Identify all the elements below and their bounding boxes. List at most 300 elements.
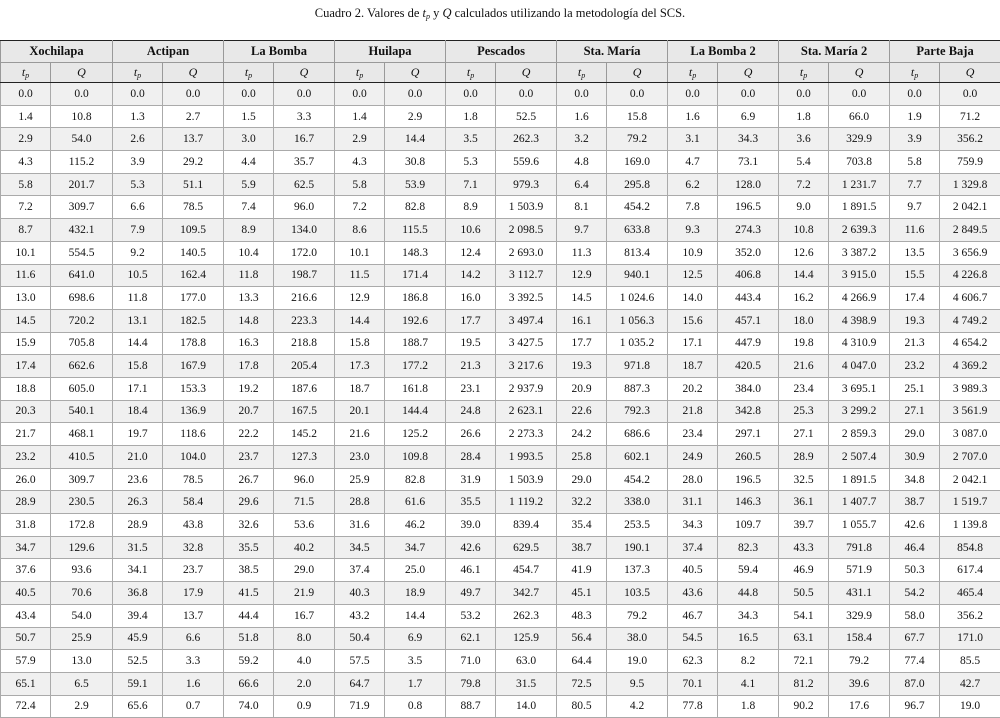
table-row <box>1 582 1000 605</box>
tp-cell: 30.9 <box>890 446 940 469</box>
tp-cell: 8.1 <box>557 196 607 219</box>
q-cell: 1 119.2 <box>496 491 557 514</box>
tp-cell: 32.6 <box>224 514 274 537</box>
q-cell: 454.7 <box>496 559 557 582</box>
tp-cell: 1.8 <box>446 105 496 128</box>
tp-cell: 11.6 <box>890 219 940 242</box>
tp-cell: 16.2 <box>779 287 829 310</box>
q-cell: 190.1 <box>607 536 668 559</box>
tp-cell: 35.4 <box>557 514 607 537</box>
tp-cell: 1.4 <box>335 105 385 128</box>
tp-cell: 36.8 <box>113 582 163 605</box>
q-cell: 167.5 <box>274 400 335 423</box>
q-cell: 1 035.2 <box>607 332 668 355</box>
q-cell: 1 503.9 <box>496 468 557 491</box>
tp-cell: 23.4 <box>779 377 829 400</box>
tp-cell: 43.6 <box>668 582 718 605</box>
tp-cell: 17.1 <box>113 377 163 400</box>
q-cell: 1 055.7 <box>829 514 890 537</box>
table-row <box>1 672 1000 695</box>
tp-cell: 21.0 <box>113 446 163 469</box>
station-header-row <box>1 41 1000 63</box>
tp-cell: 40.5 <box>1 582 51 605</box>
q-cell: 2 693.0 <box>496 241 557 264</box>
tp-cell: 28.4 <box>446 446 496 469</box>
q-cell: 58.4 <box>163 491 224 514</box>
q-cell: 0.9 <box>274 695 335 718</box>
tp-cell: 16.1 <box>557 309 607 332</box>
q-cell: 792.3 <box>607 400 668 423</box>
q-cell: 2.9 <box>51 695 113 718</box>
table-row <box>1 287 1000 310</box>
tp-cell: 10.1 <box>1 241 51 264</box>
tp-cell: 16.0 <box>446 287 496 310</box>
q-cell: 3 561.9 <box>940 400 1000 423</box>
tp-label: t <box>578 65 581 79</box>
q-cell: 70.6 <box>51 582 113 605</box>
station-header: Xochilapa <box>1 41 113 63</box>
q-cell: 21.9 <box>274 582 335 605</box>
q-cell: 153.3 <box>163 377 224 400</box>
q-cell: 1 056.3 <box>607 309 668 332</box>
tp-cell: 12.4 <box>446 241 496 264</box>
q-cell: 145.2 <box>274 423 335 446</box>
tp-cell: 1.3 <box>113 105 163 128</box>
tp-cell: 22.6 <box>557 400 607 423</box>
tp-cell: 7.7 <box>890 173 940 196</box>
q-cell: 629.5 <box>496 536 557 559</box>
tp-cell: 62.3 <box>668 650 718 673</box>
q-column-header: Q <box>829 63 890 83</box>
q-cell: 1 024.6 <box>607 287 668 310</box>
q-cell: 2 639.3 <box>829 219 890 242</box>
q-cell: 34.3 <box>718 128 779 151</box>
q-cell: 297.1 <box>718 423 779 446</box>
q-cell: 813.4 <box>607 241 668 264</box>
q-cell: 128.0 <box>718 173 779 196</box>
q-cell: 13.0 <box>51 650 113 673</box>
tp-cell: 7.4 <box>224 196 274 219</box>
q-cell: 1 891.5 <box>829 196 890 219</box>
q-cell: 1.8 <box>718 695 779 718</box>
q-cell: 14.4 <box>385 604 446 627</box>
tp-cell: 38.7 <box>557 536 607 559</box>
tp-cell: 5.3 <box>113 173 163 196</box>
tp-cell: 39.7 <box>779 514 829 537</box>
q-cell: 96.0 <box>274 468 335 491</box>
q-cell: 4 266.9 <box>829 287 890 310</box>
q-cell: 205.4 <box>274 355 335 378</box>
tp-cell: 4.8 <box>557 151 607 174</box>
q-cell: 887.3 <box>607 377 668 400</box>
tp-label-sub: p <box>692 71 696 80</box>
tp-label-sub: p <box>581 71 585 80</box>
q-cell: 118.6 <box>163 423 224 446</box>
tp-cell: 15.8 <box>113 355 163 378</box>
tp-cell: 14.0 <box>668 287 718 310</box>
tp-cell: 12.9 <box>557 264 607 287</box>
q-cell: 1 993.5 <box>496 446 557 469</box>
q-cell: 4.2 <box>607 695 668 718</box>
table-row <box>1 514 1000 537</box>
tp-cell: 6.6 <box>113 196 163 219</box>
tp-cell: 37.4 <box>335 559 385 582</box>
table-row <box>1 309 1000 332</box>
q-cell: 3 427.5 <box>496 332 557 355</box>
q-cell: 854.8 <box>940 536 1000 559</box>
q-cell: 104.0 <box>163 446 224 469</box>
tp-cell: 19.2 <box>224 377 274 400</box>
q-cell: 79.2 <box>607 604 668 627</box>
q-cell: 356.2 <box>940 128 1000 151</box>
table-row <box>1 151 1000 174</box>
tp-label-sub: p <box>25 71 29 80</box>
q-cell: 698.6 <box>51 287 113 310</box>
tp-cell: 11.3 <box>557 241 607 264</box>
tp-cell: 14.5 <box>1 309 51 332</box>
tp-cell: 14.5 <box>557 287 607 310</box>
tp-cell: 42.6 <box>446 536 496 559</box>
tp-cell: 23.0 <box>335 446 385 469</box>
q-cell: 3 217.6 <box>496 355 557 378</box>
tp-cell: 20.9 <box>557 377 607 400</box>
q-cell: 73.1 <box>718 151 779 174</box>
q-cell: 2 273.3 <box>496 423 557 446</box>
tp-column-header <box>113 63 163 83</box>
q-cell: 2.9 <box>385 105 446 128</box>
q-cell: 1 231.7 <box>829 173 890 196</box>
q-cell: 134.0 <box>274 219 335 242</box>
tp-cell: 21.6 <box>779 355 829 378</box>
tp-cell: 42.6 <box>890 514 940 537</box>
q-cell: 125.2 <box>385 423 446 446</box>
q-cell: 662.6 <box>51 355 113 378</box>
table-caption <box>0 0 1000 26</box>
tp-cell: 6.2 <box>668 173 718 196</box>
q-cell: 3 695.1 <box>829 377 890 400</box>
q-cell: 3.3 <box>274 105 335 128</box>
tp-cell: 40.5 <box>668 559 718 582</box>
q-cell: 137.3 <box>607 559 668 582</box>
q-cell: 167.9 <box>163 355 224 378</box>
q-cell: 54.0 <box>51 604 113 627</box>
station-header: Huilapa <box>335 41 446 63</box>
q-cell: 17.6 <box>829 695 890 718</box>
tp-cell: 2.6 <box>113 128 163 151</box>
q-cell: 32.8 <box>163 536 224 559</box>
tp-cell: 14.4 <box>335 309 385 332</box>
tp-cell: 28.9 <box>779 446 829 469</box>
tp-label: t <box>245 65 248 79</box>
table-row <box>1 468 1000 491</box>
q-cell: 406.8 <box>718 264 779 287</box>
q-cell: 0.8 <box>385 695 446 718</box>
q-cell: 1 407.7 <box>829 491 890 514</box>
q-cell: 71.5 <box>274 491 335 514</box>
tp-cell: 0.0 <box>557 83 607 106</box>
tp-cell: 34.1 <box>113 559 163 582</box>
q-cell: 2 937.9 <box>496 377 557 400</box>
tp-label-sub: p <box>248 71 252 80</box>
q-cell: 162.4 <box>163 264 224 287</box>
tp-cell: 32.5 <box>779 468 829 491</box>
tp-cell: 3.5 <box>446 128 496 151</box>
q-cell: 3.3 <box>163 650 224 673</box>
tp-cell: 23.6 <box>113 468 163 491</box>
q-cell: 540.1 <box>51 400 113 423</box>
q-cell: 1 139.8 <box>940 514 1000 537</box>
tp-cell: 3.6 <box>779 128 829 151</box>
tp-cell: 10.5 <box>113 264 163 287</box>
tp-column-header <box>446 63 496 83</box>
q-cell: 127.3 <box>274 446 335 469</box>
q-cell: 4 310.9 <box>829 332 890 355</box>
station-header: La Bomba <box>224 41 335 63</box>
tp-cell: 2.9 <box>335 128 385 151</box>
q-cell: 96.0 <box>274 196 335 219</box>
tp-column-header <box>779 63 829 83</box>
tp-cell: 43.2 <box>335 604 385 627</box>
tp-cell: 0.0 <box>446 83 496 106</box>
tp-cell: 17.1 <box>668 332 718 355</box>
q-cell: 465.4 <box>940 582 1000 605</box>
q-cell: 3 087.0 <box>940 423 1000 446</box>
q-cell: 686.6 <box>607 423 668 446</box>
tp-cell: 3.2 <box>557 128 607 151</box>
q-column-header: Q <box>163 63 224 83</box>
tp-cell: 54.1 <box>779 604 829 627</box>
q-cell: 31.5 <box>496 672 557 695</box>
tp-cell: 26.6 <box>446 423 496 446</box>
q-cell: 59.4 <box>718 559 779 582</box>
q-cell: 705.8 <box>51 332 113 355</box>
q-cell: 720.2 <box>51 309 113 332</box>
q-cell: 169.0 <box>607 151 668 174</box>
tp-cell: 10.1 <box>335 241 385 264</box>
q-cell: 641.0 <box>51 264 113 287</box>
tp-cell: 26.0 <box>1 468 51 491</box>
tp-cell: 74.0 <box>224 695 274 718</box>
tp-cell: 70.1 <box>668 672 718 695</box>
tp-cell: 51.8 <box>224 627 274 650</box>
tp-cell: 8.9 <box>446 196 496 219</box>
tp-cell: 28.8 <box>335 491 385 514</box>
q-cell: 554.5 <box>51 241 113 264</box>
tp-cell: 1.5 <box>224 105 274 128</box>
tp-cell: 56.4 <box>557 627 607 650</box>
q-cell: 196.5 <box>718 468 779 491</box>
table-row <box>1 627 1000 650</box>
tp-cell: 23.2 <box>890 355 940 378</box>
tp-cell: 9.3 <box>668 219 718 242</box>
tp-cell: 11.8 <box>224 264 274 287</box>
tp-cell: 14.8 <box>224 309 274 332</box>
q-cell: 216.6 <box>274 287 335 310</box>
tp-cell: 31.1 <box>668 491 718 514</box>
tp-cell: 46.7 <box>668 604 718 627</box>
tp-cell: 65.6 <box>113 695 163 718</box>
table-row <box>1 559 1000 582</box>
q-cell: 29.2 <box>163 151 224 174</box>
q-cell: 454.2 <box>607 196 668 219</box>
q-cell: 171.4 <box>385 264 446 287</box>
tp-cell: 46.1 <box>446 559 496 582</box>
q-cell: 10.8 <box>51 105 113 128</box>
q-cell: 172.0 <box>274 241 335 264</box>
tp-cell: 3.9 <box>890 128 940 151</box>
tp-cell: 50.7 <box>1 627 51 650</box>
tp-label-sub: p <box>803 71 807 80</box>
tp-cell: 7.2 <box>335 196 385 219</box>
q-cell: 82.3 <box>718 536 779 559</box>
tp-cell: 0.0 <box>668 83 718 106</box>
q-cell: 0.7 <box>163 695 224 718</box>
tp-cell: 27.1 <box>890 400 940 423</box>
tp-cell: 48.3 <box>557 604 607 627</box>
tp-cell: 10.8 <box>779 219 829 242</box>
q-cell: 356.2 <box>940 604 1000 627</box>
q-cell: 172.8 <box>51 514 113 537</box>
tp-cell: 8.9 <box>224 219 274 242</box>
tp-cell: 1.6 <box>668 105 718 128</box>
tp-label-sub: p <box>914 71 918 80</box>
q-cell: 329.9 <box>829 128 890 151</box>
q-cell: 1.7 <box>385 672 446 695</box>
tp-cell: 5.3 <box>446 151 496 174</box>
q-cell: 759.9 <box>940 151 1000 174</box>
q-cell: 6.9 <box>718 105 779 128</box>
table-row <box>1 355 1000 378</box>
tp-cell: 40.3 <box>335 582 385 605</box>
q-cell: 230.5 <box>51 491 113 514</box>
tp-cell: 6.4 <box>557 173 607 196</box>
tp-cell: 21.8 <box>668 400 718 423</box>
tp-cell: 80.5 <box>557 695 607 718</box>
q-cell: 940.1 <box>607 264 668 287</box>
q-cell: 0.0 <box>496 83 557 106</box>
q-cell: 177.0 <box>163 287 224 310</box>
tp-cell: 18.8 <box>1 377 51 400</box>
q-cell: 13.7 <box>163 604 224 627</box>
tp-cell: 28.9 <box>113 514 163 537</box>
tp-cell: 20.3 <box>1 400 51 423</box>
tp-cell: 71.9 <box>335 695 385 718</box>
station-header: Sta. María <box>557 41 668 63</box>
q-cell: 3 299.2 <box>829 400 890 423</box>
q-cell: 703.8 <box>829 151 890 174</box>
table-row <box>1 332 1000 355</box>
tp-cell: 25.3 <box>779 400 829 423</box>
table-row <box>1 105 1000 128</box>
q-column-header: Q <box>496 63 557 83</box>
q-cell: 19.0 <box>940 695 1000 718</box>
tp-cell: 7.9 <box>113 219 163 242</box>
tp-cell: 3.1 <box>668 128 718 151</box>
tp-cell: 54.5 <box>668 627 718 650</box>
tp-cell: 22.2 <box>224 423 274 446</box>
tp-cell: 46.9 <box>779 559 829 582</box>
tp-cell: 18.0 <box>779 309 829 332</box>
tp-cell: 0.0 <box>113 83 163 106</box>
tp-cell: 96.7 <box>890 695 940 718</box>
q-cell: 0.0 <box>940 83 1000 106</box>
tp-cell: 44.4 <box>224 604 274 627</box>
tp-cell: 24.8 <box>446 400 496 423</box>
q-cell: 3 989.3 <box>940 377 1000 400</box>
tp-cell: 16.3 <box>224 332 274 355</box>
q-cell: 617.4 <box>940 559 1000 582</box>
q-column-header: Q <box>385 63 446 83</box>
tp-label: t <box>467 65 470 79</box>
q-cell: 1 503.9 <box>496 196 557 219</box>
table-row <box>1 83 1000 106</box>
q-cell: 2 859.3 <box>829 423 890 446</box>
tp-label: t <box>800 65 803 79</box>
tp-label-sub: p <box>470 71 474 80</box>
q-cell: 253.5 <box>607 514 668 537</box>
tp-cell: 35.5 <box>224 536 274 559</box>
tp-cell: 17.4 <box>890 287 940 310</box>
tp-cell: 59.2 <box>224 650 274 673</box>
tp-cell: 53.2 <box>446 604 496 627</box>
tp-cell: 32.2 <box>557 491 607 514</box>
tp-cell: 19.3 <box>557 355 607 378</box>
tp-cell: 10.4 <box>224 241 274 264</box>
tp-cell: 4.4 <box>224 151 274 174</box>
tp-cell: 65.1 <box>1 672 51 695</box>
tp-cell: 29.0 <box>557 468 607 491</box>
tp-cell: 46.4 <box>890 536 940 559</box>
q-cell: 35.7 <box>274 151 335 174</box>
tp-cell: 20.7 <box>224 400 274 423</box>
tp-label: t <box>134 65 137 79</box>
tp-cell: 34.5 <box>335 536 385 559</box>
q-cell: 2 042.1 <box>940 196 1000 219</box>
q-cell: 0.0 <box>163 83 224 106</box>
tp-cell: 17.4 <box>1 355 51 378</box>
q-cell: 262.3 <box>496 128 557 151</box>
q-cell: 2.7 <box>163 105 224 128</box>
q-cell: 443.4 <box>718 287 779 310</box>
tp-cell: 50.5 <box>779 582 829 605</box>
tp-cell: 18.7 <box>335 377 385 400</box>
tp-cell: 25.9 <box>335 468 385 491</box>
tp-cell: 12.6 <box>779 241 829 264</box>
q-cell: 338.0 <box>607 491 668 514</box>
tp-cell: 14.2 <box>446 264 496 287</box>
tp-cell: 27.1 <box>779 423 829 446</box>
table-row <box>1 196 1000 219</box>
q-cell: 633.8 <box>607 219 668 242</box>
q-cell: 8.2 <box>718 650 779 673</box>
tp-cell: 20.2 <box>668 377 718 400</box>
tp-cell: 9.2 <box>113 241 163 264</box>
q-cell: 2 098.5 <box>496 219 557 242</box>
tp-cell: 12.9 <box>335 287 385 310</box>
q-cell: 791.8 <box>829 536 890 559</box>
q-cell: 3 656.9 <box>940 241 1000 264</box>
tp-cell: 4.7 <box>668 151 718 174</box>
q-cell: 52.5 <box>496 105 557 128</box>
q-cell: 44.8 <box>718 582 779 605</box>
tp-cell: 15.9 <box>1 332 51 355</box>
tp-cell: 37.6 <box>1 559 51 582</box>
tp-cell: 2.9 <box>1 128 51 151</box>
tp-cell: 49.7 <box>446 582 496 605</box>
tp-column-header <box>890 63 940 83</box>
tp-label: t <box>689 65 692 79</box>
tp-cell: 15.5 <box>890 264 940 287</box>
